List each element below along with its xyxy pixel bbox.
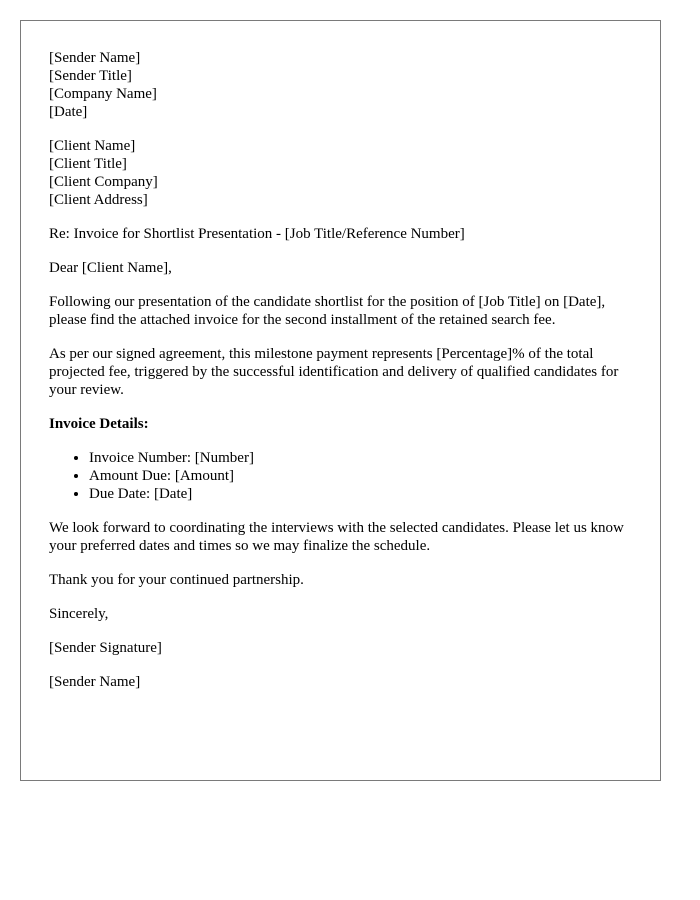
sender-signature: [Sender Signature] [49,640,162,656]
closing-paragraph-1: We look forward to coordinating the interviews with the selected candidates. Please let us know your preferred dates and times so we may finalize the schedule. [49,520,624,554]
closing-paragraph-2: Thank you for your continued partnership. [49,572,304,588]
body-paragraph-2: As per our signed agreement, this milestone payment represents [Percentage]% of the total projected fee, triggered by the successful identification and delivery of qualified candidates for your review. [49,346,619,398]
sender-block [49,49,632,121]
due-date-item: • Due Date: [Date] [89,485,632,503]
invoice-details-list [49,449,632,503]
recipient-block [49,137,632,209]
salutation: Dear [Client Name], [49,260,172,276]
sender-company: [Company Name] [49,86,157,102]
subject-line: Re: Invoice for Shortlist Presentation - [Job Title/Reference Number] [49,226,465,242]
sender-name: [Sender Name] [49,50,141,66]
sender-title: [Sender Title] [49,68,132,84]
recipient-name: [Client Name] [49,138,136,154]
body-paragraph-1: Following our presentation of the candidate shortlist for the position of [Job Title] on [Date], please find the attached invoice for the second installment of the retained search fee. [49,294,606,328]
invoice-number-item: • Invoice Number: [Number] [89,449,632,467]
amount-due-item: • Amount Due: [Amount] [89,467,632,485]
sender-date: [Date] [49,104,88,120]
letter-document [20,20,661,781]
signer-name: [Sender Name] [49,674,141,690]
recipient-title: [Client Title] [49,156,127,172]
sign-off: Sincerely, [49,606,109,622]
invoice-details-heading: Invoice Details: [49,416,149,432]
recipient-company: [Client Company] [49,174,158,190]
recipient-address: [Client Address] [49,192,148,208]
